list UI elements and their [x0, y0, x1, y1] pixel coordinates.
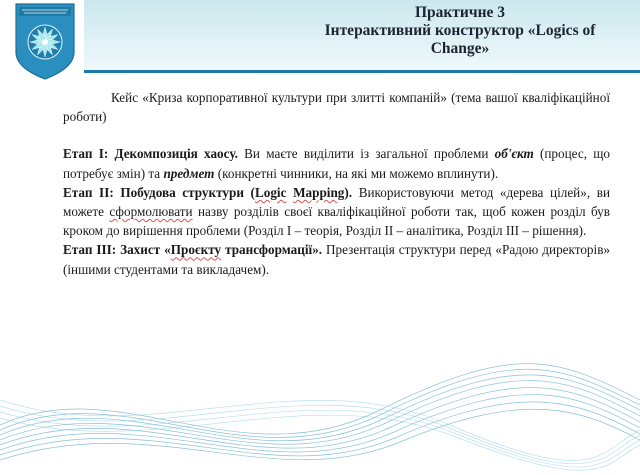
stage-2-label-logic: Logic [254, 184, 287, 200]
object-term: об'єкт [494, 146, 534, 162]
stage-1-label: Етап І: Декомпозиція хаосу. [63, 146, 238, 162]
title-line-2: Інтерактивний конструктор «Logics of [324, 22, 596, 39]
decorative-waves [0, 330, 640, 475]
stage-2-text-a: Використовуючи метод «дерева цілей», ви можете [63, 184, 611, 220]
title-line-3: Change» [430, 40, 490, 57]
stage-1 [63, 144, 610, 182]
stage-3-label-project: Проєкту [170, 242, 222, 258]
stage-1-text-c: (конкретні чинники, на які ми можемо вплинути). [214, 165, 499, 181]
subject-term: предмет [163, 165, 215, 181]
stage-2 [63, 183, 610, 241]
stage-2-label-a: Етап ІІ: Побудова структури ( [63, 184, 255, 200]
stage-3-label-a: Етап ІІІ: Захист « [63, 242, 171, 258]
stage-3-label-b: трансформації». [221, 242, 323, 258]
stage-1-text-a: Ви маєте виділити із загальної проблеми [237, 146, 495, 162]
stage-2-label-mapping: Mapping [293, 184, 345, 200]
stage-3-text: Презентація структури перед «Радою директорів» (іншими студентами та викладачем). [63, 242, 611, 277]
stage-2-misspelled-word: сформолювати [109, 204, 193, 220]
page-title [290, 4, 630, 58]
header-divider [84, 70, 640, 73]
stage-3 [63, 240, 610, 278]
university-logo [14, 2, 76, 80]
stage-2-text-b: назву розділів своєї кваліфікаційної роботи так, щоб кожен розділ був кроком до вирішення проблеми (Розділ І – теорія, Розділ ІІ – аналітика, Розділ ІІІ – рішення). [63, 204, 610, 239]
title-line-1: Практичне 3 [414, 4, 506, 21]
case-text: Кейс «Криза корпоративної культури при злитті компаній» (тема вашої кваліфікаційної роботи) [63, 90, 610, 125]
stage-2-label-end: ). [344, 184, 353, 200]
slide-body [63, 88, 610, 279]
stage-1-text-b: (процес, що потребує змін) та [63, 146, 610, 181]
